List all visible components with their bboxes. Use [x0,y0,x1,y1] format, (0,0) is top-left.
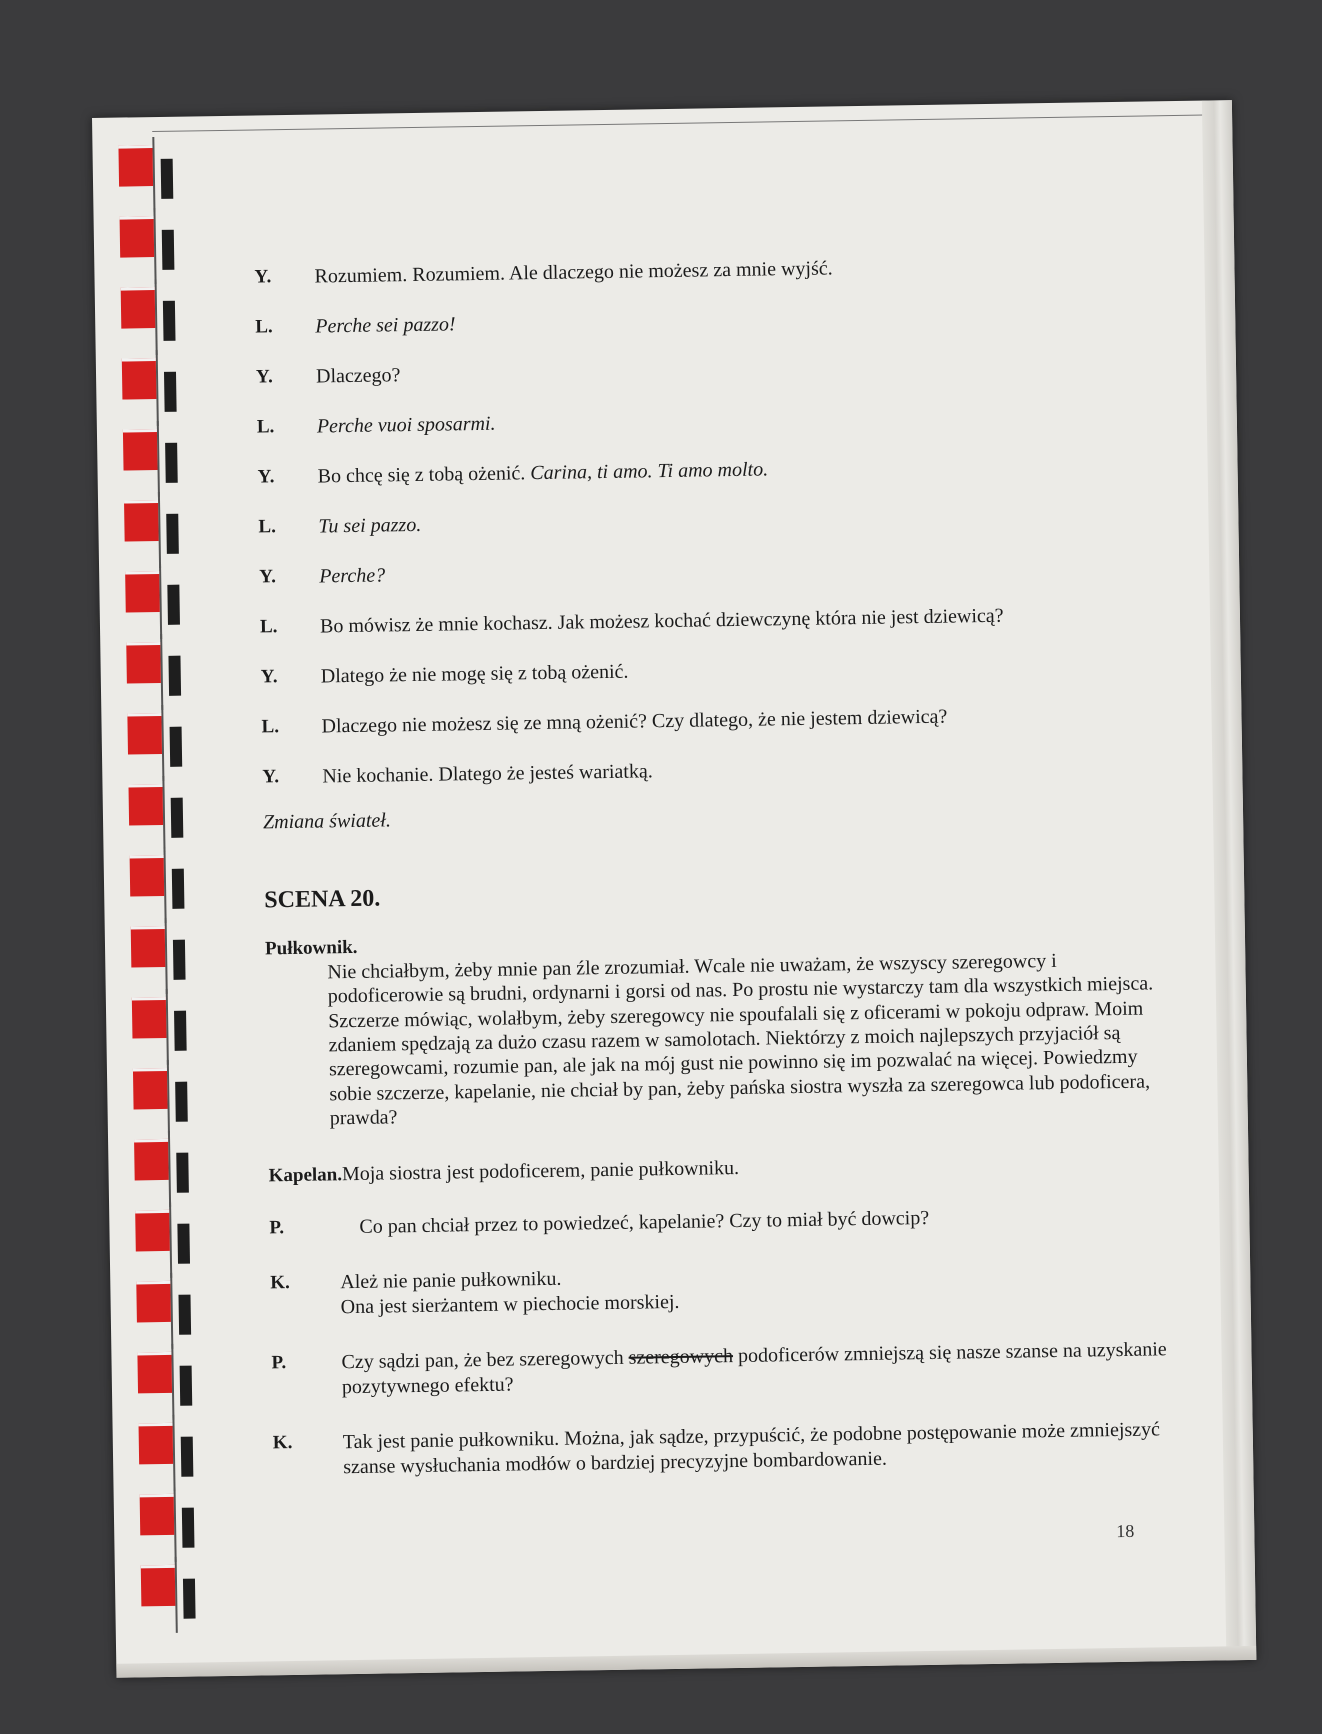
binding-ring [128,988,219,1065]
speech-text [341,1338,1172,1401]
speech-fragment: Rozumiem. Rozumiem. Ale dlaczego nie możesz za mnie wyjść. [314,257,833,288]
speech-post: podoficerów zmniejszą się nasze szanse na uzyskanie pozytywnego efektu? [341,1338,1167,1399]
binding-ring [119,420,210,497]
page-edge [1202,100,1256,1660]
speaker-label: Y. [254,266,272,288]
speech-pre: Czy sądzi pan, że bez szeregowych [341,1347,629,1374]
dialogue-line [256,351,1156,390]
speaker-label: L. [261,716,280,738]
page-bottom-edge [116,1646,1256,1678]
scene-heading: SCENA 20. [264,885,381,914]
speech-text [314,251,1154,289]
binding-ring [118,349,209,426]
speech-text [317,451,1157,489]
exchange-line [270,1258,1171,1322]
exchange-line [271,1338,1172,1402]
speaker-label: Y. [262,766,280,788]
exchange-line [273,1418,1174,1482]
binding-ring [120,491,211,568]
speaker-label: L. [258,516,277,538]
dialogue-line [262,751,1162,790]
dialogue-line [257,401,1157,440]
speaker-label: L. [259,616,278,638]
speech-text [320,601,1160,639]
binding-ring [124,775,215,852]
speech-fragment: Perche? [319,564,386,588]
speech-text [340,1258,1171,1321]
speech-fragment: Perche sei pazzo! [315,313,456,338]
struck-word: szeregowych [628,1345,734,1370]
dialogue-block [254,251,1162,790]
speech-fragment: Bo mówisz że mnie kochasz. Jak możesz kochać dziewczynę która nie jest dziewicą? [319,604,1004,638]
speech-fragment: Bo chcę się z tobą ożenić. [317,462,531,488]
speaker-label: L. [256,416,275,438]
binding-ring [137,1556,228,1633]
colonel-name: Pułkownik. [264,936,358,960]
speech-text [317,401,1157,439]
binding-ring [127,917,218,994]
speech-text [321,701,1161,739]
speech-text [315,301,1155,339]
binding-ring [129,1059,220,1136]
speech-fragment: Perche vuoi sposarmi. [316,412,496,438]
speaker-label: Y. [255,366,273,388]
binding-ring [134,1414,225,1491]
dialogue-line [254,251,1154,290]
speech-text: Tak jest panie pułkowniku. Można, jak sądze, przypuścić, że podobne postępowanie może zmniejszyć szanse wysłuchania modłów o bardziej precyzyjne bombardowanie. [342,1418,1161,1479]
page-number: 18 [1116,1520,1135,1542]
book-page [92,100,1256,1678]
binding-ring [131,1201,222,1278]
chaplain-speech: Moja siostra jest podoficerem, panie pułkowniku. [341,1157,740,1186]
speech-line: Ona jest sierżantem w piechocie morskiej. [340,1291,680,1319]
speech-fragment: Dlatego że nie mogę się z tobą ożenić. [320,660,629,688]
colonel-speech: Nie chciałbym, żeby mnie pan źle zrozumiał. Wcale nie uważam, że wszyscy szeregowcy i podoficerowie są brudni, ordynarni i gorsi od nas. Po prostu nie wystarczy tam dla wszystkich miejsca. Szczerze mówiąc, wolałbym, żeby szeregowcy nie spoufalali się z oficerami w pokoju odpraw. Moim zdaniem spędzają za dużo czasu razem w samolotach. Niektórzy z moich najlepszych przyjaciół są szeregowcami, rozumie pan, ale jak na mój gust nie powinno się im pozwalać na więcej. Powiedzmy sobie szczerze, kapelanie, nie chciał by pan, żeby pańska siostra wyszła za szeregowca lub podoficera, prawda? [327,949,1154,1130]
binding-ring [114,136,205,213]
speaker-label: K. [270,1272,291,1294]
dialogue-line [255,301,1155,340]
dialogue-line [257,451,1157,490]
speaker-label: P. [271,1352,287,1374]
binding-ring [132,1272,223,1349]
speech-fragment: Dlaczego nie możesz się ze mną ożenić? Czy dlatego, że nie jestem dziewicą? [321,705,948,738]
binding-ring [117,278,208,355]
speaker-label: L. [255,316,273,338]
speaker-label: P. [269,1217,285,1239]
speech-fragment: Carina, ti amo. Ti amo molto. [530,458,769,485]
chaplain-name: Kapelan. [268,1164,343,1187]
dialogue-line [258,501,1158,540]
dialogue-line [259,551,1159,590]
speech-line: Ależ nie panie pułkowniku. [340,1268,562,1294]
speech-text [316,351,1156,389]
speaker-label: K. [272,1432,293,1454]
binding-ring [122,633,213,710]
top-rule [152,114,1212,132]
speaker-label: Y. [257,466,275,488]
speech-text [318,501,1158,539]
chaplain-line [268,1150,1168,1189]
binding-ring [133,1343,224,1420]
speech-fragment: Dlaczego? [315,364,401,388]
exchange-line [269,1203,1169,1242]
speech-fragment: Tu sei pazzo. [318,513,422,538]
speech-text [322,751,1162,789]
binding-ring [130,1130,221,1207]
binding-ring [125,846,216,923]
page-text [254,251,1173,1511]
spiral-binding [114,136,228,1637]
binding-ring [115,207,206,284]
dialogue-line [261,701,1161,740]
binding-ring [136,1485,227,1562]
dialogue-line [261,651,1161,690]
speaker-label: Y. [259,566,277,588]
speech-text: Co pan chciał przez to powiedzeć, kapelanie? Czy to miał być dowcip? [359,1207,930,1239]
speech-text [321,651,1161,689]
speaker-label: Y. [260,666,278,688]
speech-fragment: Nie kochanie. Dlatego że jesteś wariatką. [322,760,653,788]
dialogue-line [260,601,1160,640]
binding-ring [121,562,212,639]
speech-text [319,551,1159,589]
stage-direction: Zmiana świateł. [262,809,392,834]
binding-ring [123,704,214,781]
